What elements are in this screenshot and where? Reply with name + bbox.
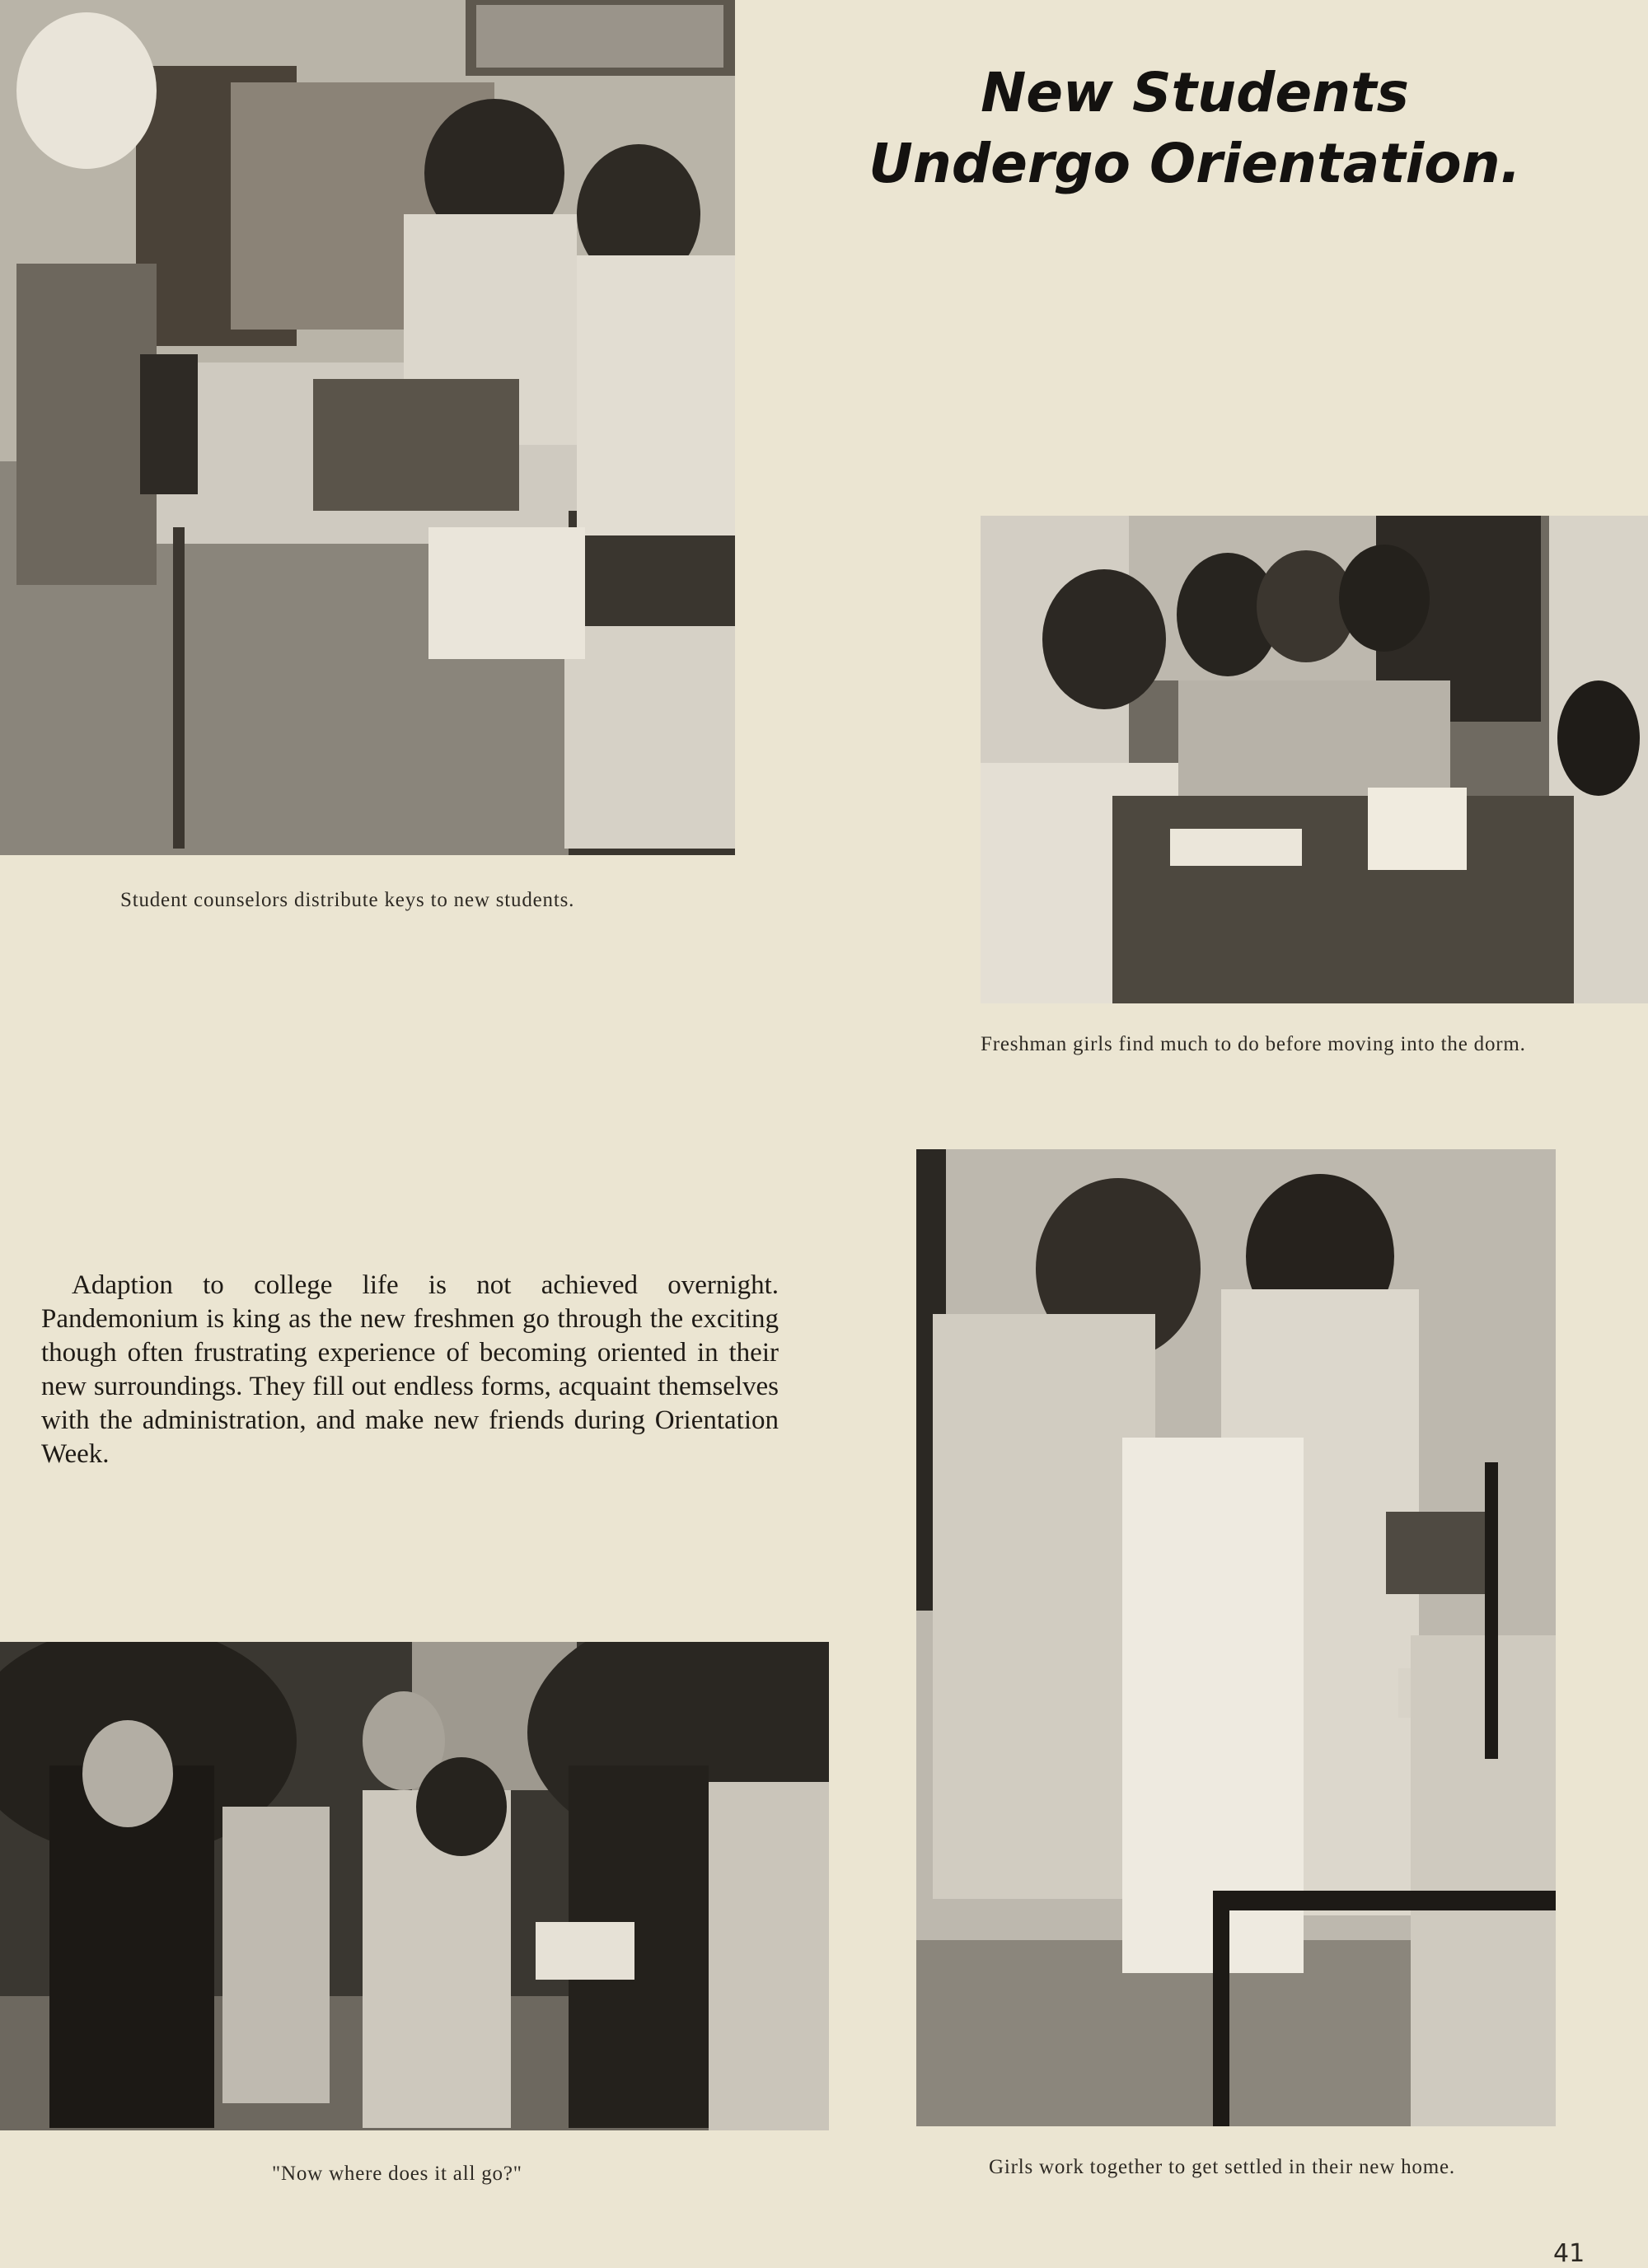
page-number: 41 <box>1553 2239 1585 2268</box>
photo-key-distribution <box>0 0 735 855</box>
headline <box>840 61 1549 208</box>
caption-freshman-registration: Freshman girls find much to do before moving into the dorm. <box>981 1033 1526 1055</box>
headline-line-1: New Students <box>981 61 1409 124</box>
headline-line-2: Undergo Orientation. <box>868 132 1521 195</box>
caption-moving-in: "Now where does it all go?" <box>272 2163 522 2185</box>
photo-freshman-registration <box>981 516 1648 1003</box>
body-text <box>41 1269 779 1471</box>
photo-moving-in <box>0 1642 829 2130</box>
caption-key-distribution: Student counselors distribute keys to new students. <box>120 889 575 911</box>
caption-dorm-room: Girls work together to get settled in their new home. <box>989 2156 1455 2178</box>
photo-dorm-room <box>916 1149 1556 2126</box>
body-paragraph: Adaption to college life is not achieved overnight. Pandemonium is king as the new freshmen go through the exciting though often frustrating experience of becoming oriented in their new surroundings. They fill out endless forms, acquaint themselves with the administration, and make new friends during Orientation Week. <box>41 1270 779 1469</box>
